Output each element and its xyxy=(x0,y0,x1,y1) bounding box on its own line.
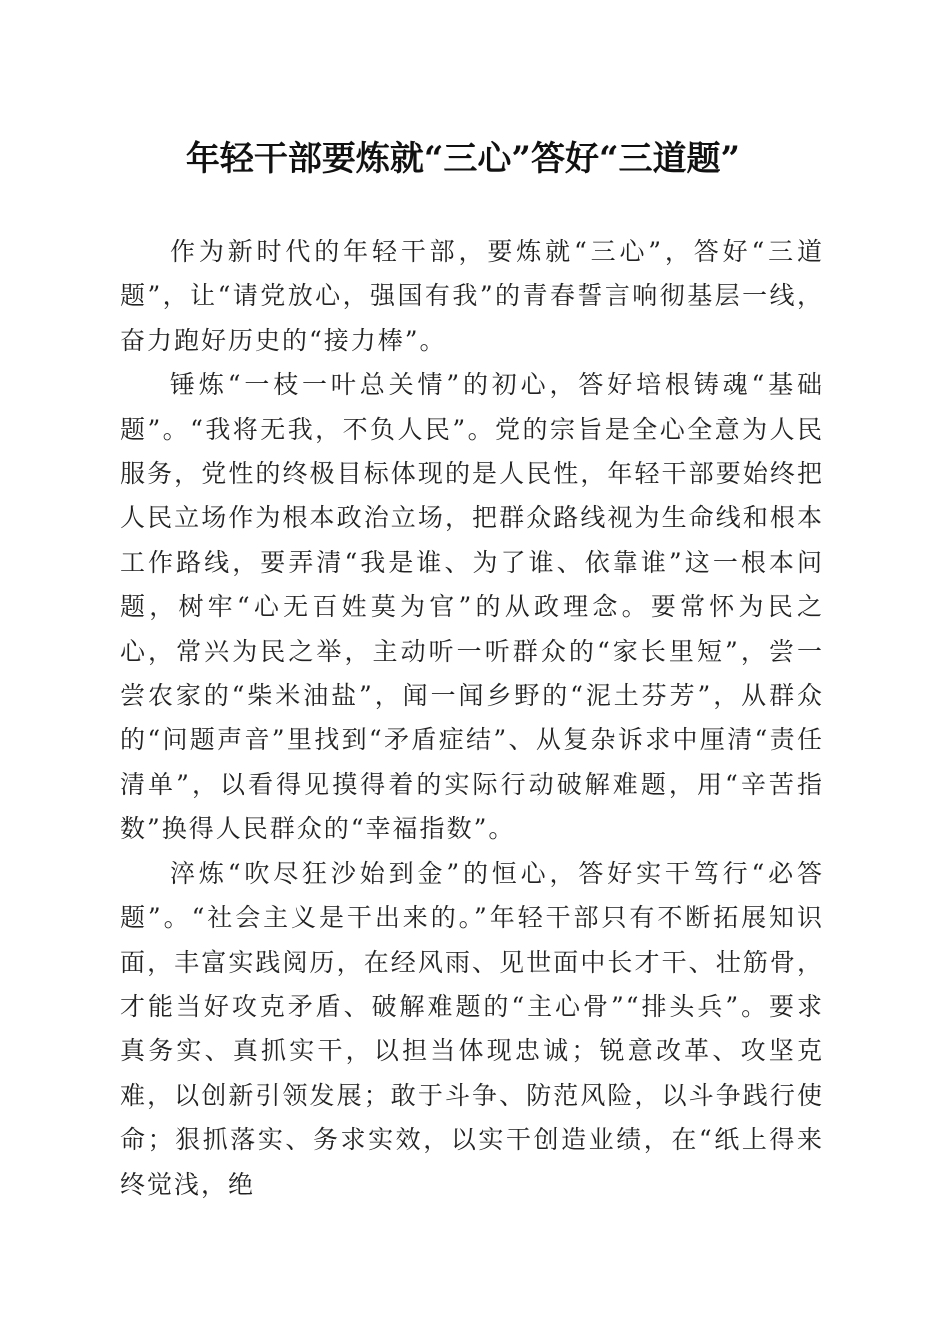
document-title: 年轻干部要炼就“三心”答好“三道题” xyxy=(185,139,741,179)
document-body xyxy=(120,230,824,1207)
paragraph-original-heart: 锤炼“一枝一叶总关情”的初心，答好培根铸魂“基础题”。“我将无我，不负人民”。党的宗旨是全心全意为人民服务，党性的终极目标体现的是人民性，年轻干部要始终把人民立场作为根本政治立场，把群众路线视为生命线和根本工作路线，要弄清“我是谁、为了谁、依靠谁”这一根本问题，树牢“心无百姓莫为官”的从政理念。要常怀为民之心，常兴为民之举，主动听一听群众的“家长里短”，尝一尝农家的“柴米油盐”，闻一闻乡野的“泥土芬芳”，从群众的“问题声音”里找到“矛盾症结”、从复杂诉求中厘清“责任清单”，以看得见摸得着的实际行动破解难题，用“辛苦指数”换得人民群众的“幸福指数”。 xyxy=(120,370,824,844)
paragraph-perseverance: 淬炼“吹尽狂沙始到金”的恒心，答好实干笃行“必答题”。“社会主义是干出来的。”年轻干部只有不断拓展知识面，丰富实践阅历，在经风雨、见世面中长才干、壮筋骨，才能当好攻克矛盾、破解难题的“主心骨”“排头兵”。要求真务实、真抓实干，以担当体现忠诚；锐意改革、攻坚克难，以创新引领发展；敢于斗争、防范风险，以斗争践行使命；狠抓落实、务求实效，以实干创造业绩，在“纸上得来终觉浅，绝 xyxy=(120,858,824,1199)
paragraph-intro: 作为新时代的年轻干部，要炼就“三心”，答好“三道题”，让“请党放心，强国有我”的青春誓言响彻基层一线，奋力跑好历史的“接力棒”。 xyxy=(120,237,824,355)
